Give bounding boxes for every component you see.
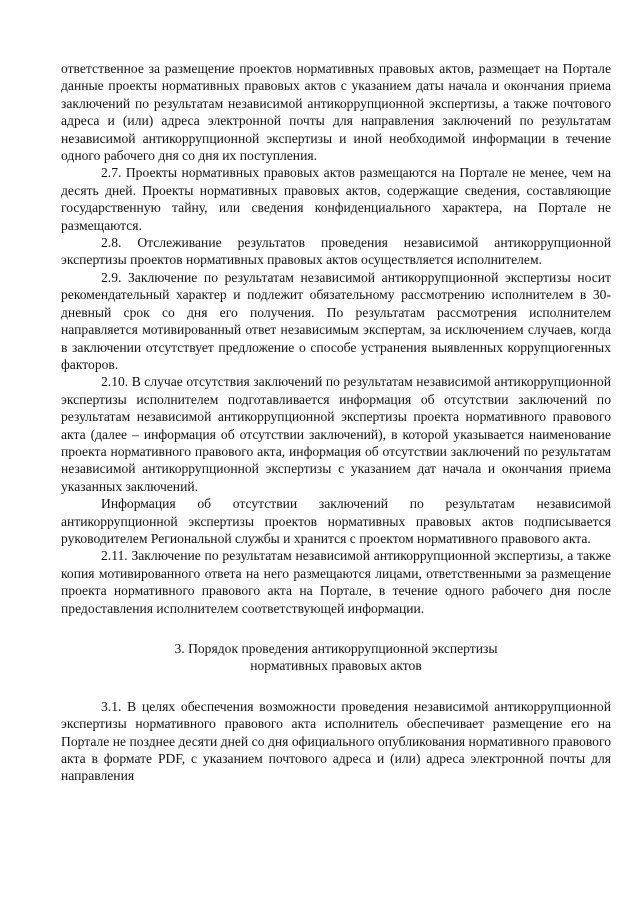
spacer: [61, 617, 611, 640]
section-heading-line-1: 3. Порядок проведения антикоррупционной экспертизы: [174, 641, 498, 656]
section-heading-line-2: нормативных правовых актов: [250, 658, 422, 674]
spacer: [61, 675, 611, 698]
paragraph-2-11: 2.11. Заключение по результатам независимой антикоррупционной экспертизы, а также копия мотивированного ответа на него размещаются лицами, ответственными за размещение проекта нормативного правового акта на Портале, в течение одного рабочего дня после предоставления исполнителем соответствующей информации.: [61, 548, 611, 616]
paragraph-2-8: 2.8. Отслеживание результатов проведения независимой антикоррупционной экспертизы проектов нормативных правовых актов осуществляется исполнителем.: [61, 235, 611, 268]
paragraph-2-10: 2.10. В случае отсутствия заключений по результатам независимой антикоррупционной экспертизы исполнителем подготавливается информация об отсутствии заключений по результатам независимой антикоррупционной экспертизы проекта нормативного правового акта (далее – информация об отсутствии заключений), в которой указывается наименование проекта нормативного правового акта, информация об отсутствии заключений по результатам независимой антикоррупционной экспертизы с указанием дат начала и окончания приема указанных заключений.: [61, 374, 611, 494]
document-page: [61, 60, 611, 785]
paragraph-continuation: ответственное за размещение проектов нормативных правовых актов, размещает на Порталe данные проекты нормативных правовых актов с указанием даты начала и окончания приема заключений по результатам независимой антикоррупционной экспертизы, а также почтового адреса и (или) адреса электронной почты для направления заключений по результатам независимой антикоррупционной экспертизы и иной необходимой информации в течение одного рабочего дня со дня их поступления.: [61, 61, 611, 164]
paragraph-3-1: 3.1. В целях обеспечения возможности проведения независимой антикоррупционной экспертизы нормативного правового акта исполнитель обеспечивает размещение его на Портале не позднее десяти дней со дня официального опубликования нормативного правового акта в формате PDF, с указанием почтового адреса и (или) адреса электронной почты для направления: [61, 698, 611, 784]
paragraph-2-9: 2.9. Заключение по результатам независимой антикоррупционной экспертизы носит рекомендательный характер и подлежит обязательному рассмотрению исполнителем в 30-дневный срок со дня его получения. По результатам рассмотрения исполнителем направляется мотивированный ответ независимым экспертам, за исключением случаев, когда в заключении отсутствует предложение о способе устранения выявленных коррупциогенных факторов.: [61, 269, 611, 372]
paragraph-2-7: 2.7. Проекты нормативных правовых актов размещаются на Портале не менее, чем на десять дней. Проекты нормативных правовых актов, содержащие сведения, составляющие государственную тайну, или сведения конфиденциального характера, на Портале не размещаются.: [61, 165, 611, 233]
paragraph-2-10-info: Информация об отсутствии заключений по результатам независимой антикоррупционной экспертизы проектов нормативных правовых актов подписывается руководителем Региональной службы и хранится с проектом нормативного правового акта.: [61, 496, 611, 546]
